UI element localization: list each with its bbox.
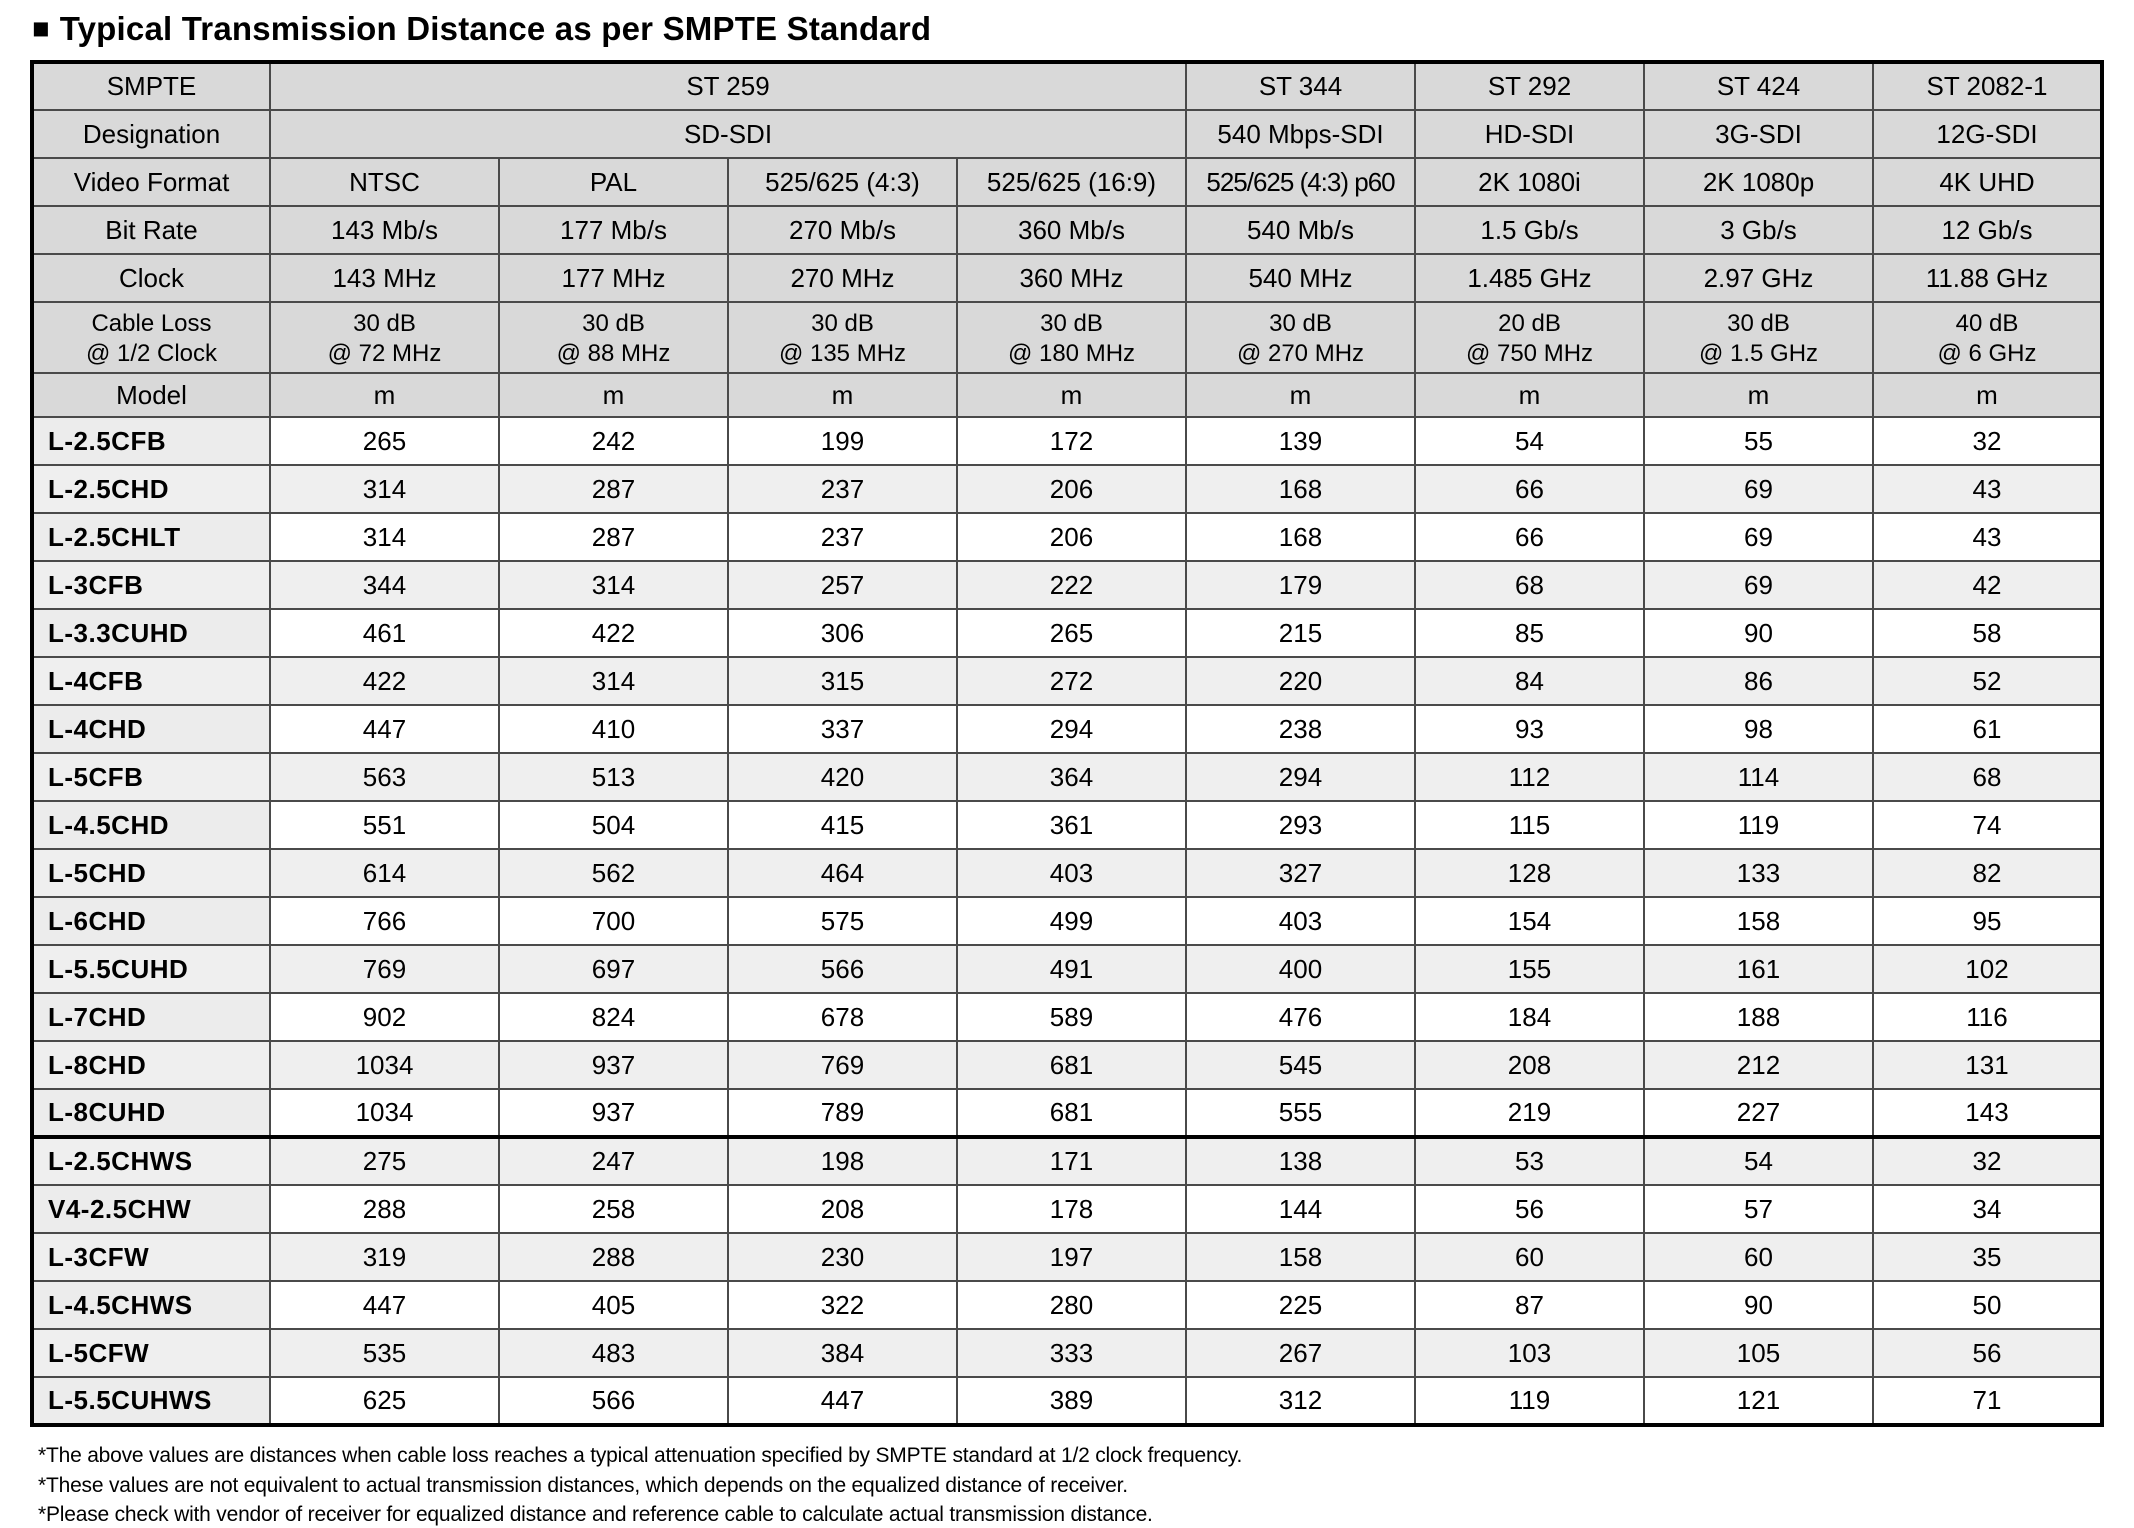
footnote-1: *The above values are distances when cable loss reaches a typical attenuation specified by SMPTE standard at 1/2 clock frequency.: [38, 1444, 1243, 1467]
header-cell: ST 2082-1: [1873, 62, 2102, 110]
data-cell: 143: [1873, 1089, 2102, 1137]
header-cell: 143 Mb/s: [270, 206, 499, 254]
header-cell: 3G-SDI: [1644, 110, 1873, 158]
row-label: Bit Rate: [32, 206, 270, 254]
data-cell: 337: [728, 705, 957, 753]
table-row: [32, 945, 2102, 993]
header-cell: NTSC: [270, 158, 499, 206]
table-row: [32, 1377, 2102, 1425]
data-cell: 199: [728, 417, 957, 465]
data-cell: 257: [728, 561, 957, 609]
data-cell: 361: [957, 801, 1186, 849]
data-cell: 215: [1186, 609, 1415, 657]
data-cell: 69: [1644, 561, 1873, 609]
data-cell: 247: [499, 1137, 728, 1185]
table-header: [32, 62, 2102, 417]
data-cell: 138: [1186, 1137, 1415, 1185]
data-cell: 545: [1186, 1041, 1415, 1089]
data-cell: 237: [728, 465, 957, 513]
table-row: [32, 849, 2102, 897]
table-row: [32, 993, 2102, 1041]
table-row: [32, 1185, 2102, 1233]
data-cell: 476: [1186, 993, 1415, 1041]
model-cell: L-3CFB: [32, 561, 270, 609]
data-cell: 53: [1415, 1137, 1644, 1185]
data-cell: 219: [1415, 1089, 1644, 1137]
data-cell: 119: [1415, 1377, 1644, 1425]
data-cell: 90: [1644, 1281, 1873, 1329]
header-cell: 143 MHz: [270, 254, 499, 302]
header-row: [32, 373, 2102, 417]
header-row: [32, 302, 2102, 373]
data-cell: 54: [1415, 417, 1644, 465]
footnotes: [38, 1443, 2106, 1528]
data-cell: 98: [1644, 705, 1873, 753]
header-cell: 2K 1080i: [1415, 158, 1644, 206]
data-cell: 119: [1644, 801, 1873, 849]
data-cell: 287: [499, 465, 728, 513]
data-cell: 267: [1186, 1329, 1415, 1377]
data-cell: 327: [1186, 849, 1415, 897]
header-cell: ST 292: [1415, 62, 1644, 110]
table-row: [32, 1089, 2102, 1137]
header-cell: m: [1186, 373, 1415, 417]
data-cell: 464: [728, 849, 957, 897]
data-cell: 179: [1186, 561, 1415, 609]
table-row: [32, 417, 2102, 465]
data-cell: 681: [957, 1089, 1186, 1137]
data-cell: 447: [728, 1377, 957, 1425]
data-cell: 314: [270, 513, 499, 561]
header-cell: 30 dB @ 1.5 GHz: [1644, 302, 1873, 373]
data-cell: 168: [1186, 465, 1415, 513]
data-cell: 1034: [270, 1089, 499, 1137]
header-span-cell: SD-SDI: [270, 110, 1186, 158]
row-label: SMPTE: [32, 62, 270, 110]
data-cell: 789: [728, 1089, 957, 1137]
header-cell: 40 dB @ 6 GHz: [1873, 302, 2102, 373]
table-row: [32, 561, 2102, 609]
header-cell: 540 Mb/s: [1186, 206, 1415, 254]
data-cell: 614: [270, 849, 499, 897]
data-cell: 61: [1873, 705, 2102, 753]
header-row: [32, 62, 2102, 110]
header-cell: 525/625 (16:9): [957, 158, 1186, 206]
data-cell: 288: [270, 1185, 499, 1233]
model-cell: L-7CHD: [32, 993, 270, 1041]
data-cell: 112: [1415, 753, 1644, 801]
data-cell: 769: [270, 945, 499, 993]
data-cell: 158: [1186, 1233, 1415, 1281]
header-cell: 525/625 (4:3) p60: [1186, 158, 1415, 206]
data-cell: 555: [1186, 1089, 1415, 1137]
data-cell: 238: [1186, 705, 1415, 753]
page-title-text: Typical Transmission Distance as per SMPTE Standard: [59, 10, 932, 47]
data-cell: 294: [1186, 753, 1415, 801]
row-label: Cable Loss @ 1/2 Clock: [32, 302, 270, 373]
data-cell: 287: [499, 513, 728, 561]
header-cell: 177 Mb/s: [499, 206, 728, 254]
data-cell: 491: [957, 945, 1186, 993]
data-cell: 422: [270, 657, 499, 705]
data-cell: 42: [1873, 561, 2102, 609]
header-cell: m: [728, 373, 957, 417]
data-cell: 344: [270, 561, 499, 609]
data-cell: 154: [1415, 897, 1644, 945]
data-cell: 389: [957, 1377, 1186, 1425]
data-cell: 121: [1644, 1377, 1873, 1425]
data-cell: 824: [499, 993, 728, 1041]
model-cell: L-4.5CHD: [32, 801, 270, 849]
header-cell: 11.88 GHz: [1873, 254, 2102, 302]
header-cell: PAL: [499, 158, 728, 206]
data-cell: 410: [499, 705, 728, 753]
data-cell: 102: [1873, 945, 2102, 993]
data-cell: 447: [270, 705, 499, 753]
model-cell: L-5.5CUHD: [32, 945, 270, 993]
data-cell: 275: [270, 1137, 499, 1185]
data-cell: 198: [728, 1137, 957, 1185]
data-cell: 35: [1873, 1233, 2102, 1281]
table-row: [32, 1137, 2102, 1185]
data-cell: 60: [1644, 1233, 1873, 1281]
header-cell: 540 Mbps-SDI: [1186, 110, 1415, 158]
data-cell: 184: [1415, 993, 1644, 1041]
model-cell: L-5.5CUHWS: [32, 1377, 270, 1425]
table-row: [32, 609, 2102, 657]
data-cell: 405: [499, 1281, 728, 1329]
data-cell: 403: [957, 849, 1186, 897]
model-cell: L-2.5CFB: [32, 417, 270, 465]
data-cell: 116: [1873, 993, 2102, 1041]
data-cell: 461: [270, 609, 499, 657]
table-row: [32, 465, 2102, 513]
header-cell: 20 dB @ 750 MHz: [1415, 302, 1644, 373]
data-cell: 769: [728, 1041, 957, 1089]
model-cell: L-6CHD: [32, 897, 270, 945]
data-cell: 54: [1644, 1137, 1873, 1185]
square-bullet-icon: ■: [32, 12, 50, 45]
table-body: [32, 417, 2102, 1425]
header-cell: 540 MHz: [1186, 254, 1415, 302]
table-row: [32, 1233, 2102, 1281]
data-cell: 562: [499, 849, 728, 897]
data-cell: 69: [1644, 513, 1873, 561]
data-cell: 32: [1873, 417, 2102, 465]
data-cell: 52: [1873, 657, 2102, 705]
data-cell: 32: [1873, 1137, 2102, 1185]
table-row: [32, 801, 2102, 849]
model-cell: L-5CHD: [32, 849, 270, 897]
data-cell: 87: [1415, 1281, 1644, 1329]
header-cell: m: [1644, 373, 1873, 417]
header-cell: ST 424: [1644, 62, 1873, 110]
data-cell: 293: [1186, 801, 1415, 849]
data-cell: 222: [957, 561, 1186, 609]
data-cell: 420: [728, 753, 957, 801]
data-cell: 95: [1873, 897, 2102, 945]
model-cell: L-3CFW: [32, 1233, 270, 1281]
data-cell: 700: [499, 897, 728, 945]
header-cell: m: [499, 373, 728, 417]
data-cell: 105: [1644, 1329, 1873, 1377]
table-row: [32, 897, 2102, 945]
data-cell: 265: [957, 609, 1186, 657]
data-cell: 71: [1873, 1377, 2102, 1425]
header-cell: 2.97 GHz: [1644, 254, 1873, 302]
data-cell: 172: [957, 417, 1186, 465]
data-cell: 535: [270, 1329, 499, 1377]
header-cell: 270 Mb/s: [728, 206, 957, 254]
data-cell: 56: [1415, 1185, 1644, 1233]
model-cell: L-5CFW: [32, 1329, 270, 1377]
model-cell: L-2.5CHD: [32, 465, 270, 513]
data-cell: 43: [1873, 465, 2102, 513]
row-label: Clock: [32, 254, 270, 302]
data-cell: 681: [957, 1041, 1186, 1089]
data-cell: 139: [1186, 417, 1415, 465]
header-row: [32, 110, 2102, 158]
data-cell: 447: [270, 1281, 499, 1329]
data-cell: 415: [728, 801, 957, 849]
data-cell: 766: [270, 897, 499, 945]
data-cell: 168: [1186, 513, 1415, 561]
data-cell: 57: [1644, 1185, 1873, 1233]
header-row: [32, 206, 2102, 254]
data-cell: 563: [270, 753, 499, 801]
data-cell: 513: [499, 753, 728, 801]
data-cell: 171: [957, 1137, 1186, 1185]
data-cell: 93: [1415, 705, 1644, 753]
table-row: [32, 1281, 2102, 1329]
header-cell: 1.485 GHz: [1415, 254, 1644, 302]
data-cell: 504: [499, 801, 728, 849]
data-cell: 103: [1415, 1329, 1644, 1377]
data-cell: 114: [1644, 753, 1873, 801]
data-cell: 161: [1644, 945, 1873, 993]
data-cell: 315: [728, 657, 957, 705]
model-cell: L-3.3CUHD: [32, 609, 270, 657]
row-label: Designation: [32, 110, 270, 158]
data-cell: 86: [1644, 657, 1873, 705]
data-cell: 34: [1873, 1185, 2102, 1233]
header-cell: 2K 1080p: [1644, 158, 1873, 206]
data-cell: 220: [1186, 657, 1415, 705]
data-cell: 158: [1644, 897, 1873, 945]
table-row: [32, 657, 2102, 705]
model-cell: L-8CUHD: [32, 1089, 270, 1137]
data-cell: 306: [728, 609, 957, 657]
data-cell: 364: [957, 753, 1186, 801]
data-cell: 319: [270, 1233, 499, 1281]
header-row: [32, 158, 2102, 206]
data-cell: 208: [1415, 1041, 1644, 1089]
header-cell: 12 Gb/s: [1873, 206, 2102, 254]
table-row: [32, 705, 2102, 753]
header-cell: 30 dB @ 72 MHz: [270, 302, 499, 373]
header-row: [32, 254, 2102, 302]
model-cell: L-2.5CHLT: [32, 513, 270, 561]
footnote-2: *These values are not equivalent to actual transmission distances, which depends on the equalized distance of receiver.: [38, 1473, 1128, 1497]
model-cell: L-2.5CHWS: [32, 1137, 270, 1185]
data-cell: 272: [957, 657, 1186, 705]
data-cell: 208: [728, 1185, 957, 1233]
header-cell: 360 MHz: [957, 254, 1186, 302]
data-cell: 937: [499, 1089, 728, 1137]
data-cell: 188: [1644, 993, 1873, 1041]
data-cell: 1034: [270, 1041, 499, 1089]
data-cell: 314: [499, 561, 728, 609]
data-cell: 242: [499, 417, 728, 465]
header-span-cell: ST 259: [270, 62, 1186, 110]
data-cell: 265: [270, 417, 499, 465]
data-cell: 422: [499, 609, 728, 657]
table-row: [32, 1329, 2102, 1377]
data-cell: 68: [1873, 753, 2102, 801]
data-cell: 499: [957, 897, 1186, 945]
data-cell: 178: [957, 1185, 1186, 1233]
data-cell: 133: [1644, 849, 1873, 897]
header-cell: 30 dB @ 88 MHz: [499, 302, 728, 373]
data-cell: 144: [1186, 1185, 1415, 1233]
header-cell: 270 MHz: [728, 254, 957, 302]
data-cell: 82: [1873, 849, 2102, 897]
row-label: Video Format: [32, 158, 270, 206]
data-cell: 68: [1415, 561, 1644, 609]
header-cell: 360 Mb/s: [957, 206, 1186, 254]
header-cell: 1.5 Gb/s: [1415, 206, 1644, 254]
data-cell: 212: [1644, 1041, 1873, 1089]
data-cell: 625: [270, 1377, 499, 1425]
header-cell: 12G-SDI: [1873, 110, 2102, 158]
data-cell: 84: [1415, 657, 1644, 705]
data-cell: 69: [1644, 465, 1873, 513]
data-cell: 384: [728, 1329, 957, 1377]
data-cell: 227: [1644, 1089, 1873, 1137]
table-row: [32, 1041, 2102, 1089]
model-cell: L-5CFB: [32, 753, 270, 801]
data-cell: 58: [1873, 609, 2102, 657]
data-cell: 43: [1873, 513, 2102, 561]
model-cell: V4-2.5CHW: [32, 1185, 270, 1233]
data-cell: 115: [1415, 801, 1644, 849]
data-cell: 575: [728, 897, 957, 945]
data-cell: 937: [499, 1041, 728, 1089]
data-cell: 678: [728, 993, 957, 1041]
model-cell: L-4CHD: [32, 705, 270, 753]
data-cell: 206: [957, 513, 1186, 561]
data-cell: 288: [499, 1233, 728, 1281]
transmission-distance-table: [30, 60, 2104, 1427]
data-cell: 197: [957, 1233, 1186, 1281]
table-row: [32, 513, 2102, 561]
header-cell: HD-SDI: [1415, 110, 1644, 158]
model-cell: L-4.5CHWS: [32, 1281, 270, 1329]
header-cell: 30 dB @ 135 MHz: [728, 302, 957, 373]
data-cell: 230: [728, 1233, 957, 1281]
data-cell: 258: [499, 1185, 728, 1233]
data-cell: 85: [1415, 609, 1644, 657]
data-cell: 74: [1873, 801, 2102, 849]
data-cell: 294: [957, 705, 1186, 753]
data-cell: 697: [499, 945, 728, 993]
data-cell: 314: [270, 465, 499, 513]
header-cell: 30 dB @ 270 MHz: [1186, 302, 1415, 373]
data-cell: 60: [1415, 1233, 1644, 1281]
model-cell: L-8CHD: [32, 1041, 270, 1089]
model-cell: L-4CFB: [32, 657, 270, 705]
header-cell: ST 344: [1186, 62, 1415, 110]
data-cell: 50: [1873, 1281, 2102, 1329]
row-label: Model: [32, 373, 270, 417]
data-cell: 66: [1415, 513, 1644, 561]
data-cell: 312: [1186, 1377, 1415, 1425]
data-cell: 131: [1873, 1041, 2102, 1089]
data-cell: 400: [1186, 945, 1415, 993]
header-cell: m: [1415, 373, 1644, 417]
data-cell: 589: [957, 993, 1186, 1041]
page-title: [32, 10, 2106, 48]
header-cell: m: [1873, 373, 2102, 417]
data-cell: 66: [1415, 465, 1644, 513]
table-row: [32, 753, 2102, 801]
data-cell: 333: [957, 1329, 1186, 1377]
data-cell: 237: [728, 513, 957, 561]
data-cell: 225: [1186, 1281, 1415, 1329]
data-cell: 403: [1186, 897, 1415, 945]
data-cell: 566: [728, 945, 957, 993]
data-cell: 56: [1873, 1329, 2102, 1377]
data-cell: 483: [499, 1329, 728, 1377]
data-cell: 280: [957, 1281, 1186, 1329]
data-cell: 128: [1415, 849, 1644, 897]
header-cell: 4K UHD: [1873, 158, 2102, 206]
header-cell: 525/625 (4:3): [728, 158, 957, 206]
data-cell: 322: [728, 1281, 957, 1329]
data-cell: 551: [270, 801, 499, 849]
data-cell: 902: [270, 993, 499, 1041]
data-cell: 90: [1644, 609, 1873, 657]
data-cell: 314: [499, 657, 728, 705]
header-cell: m: [270, 373, 499, 417]
data-cell: 206: [957, 465, 1186, 513]
data-cell: 155: [1415, 945, 1644, 993]
header-cell: 30 dB @ 180 MHz: [957, 302, 1186, 373]
data-cell: 55: [1644, 417, 1873, 465]
header-cell: 177 MHz: [499, 254, 728, 302]
header-cell: m: [957, 373, 1186, 417]
footnote-3: *Please check with vendor of receiver for equalized distance and reference cable to calculate actual transmission distance.: [38, 1503, 1153, 1527]
header-cell: 3 Gb/s: [1644, 206, 1873, 254]
data-cell: 566: [499, 1377, 728, 1425]
